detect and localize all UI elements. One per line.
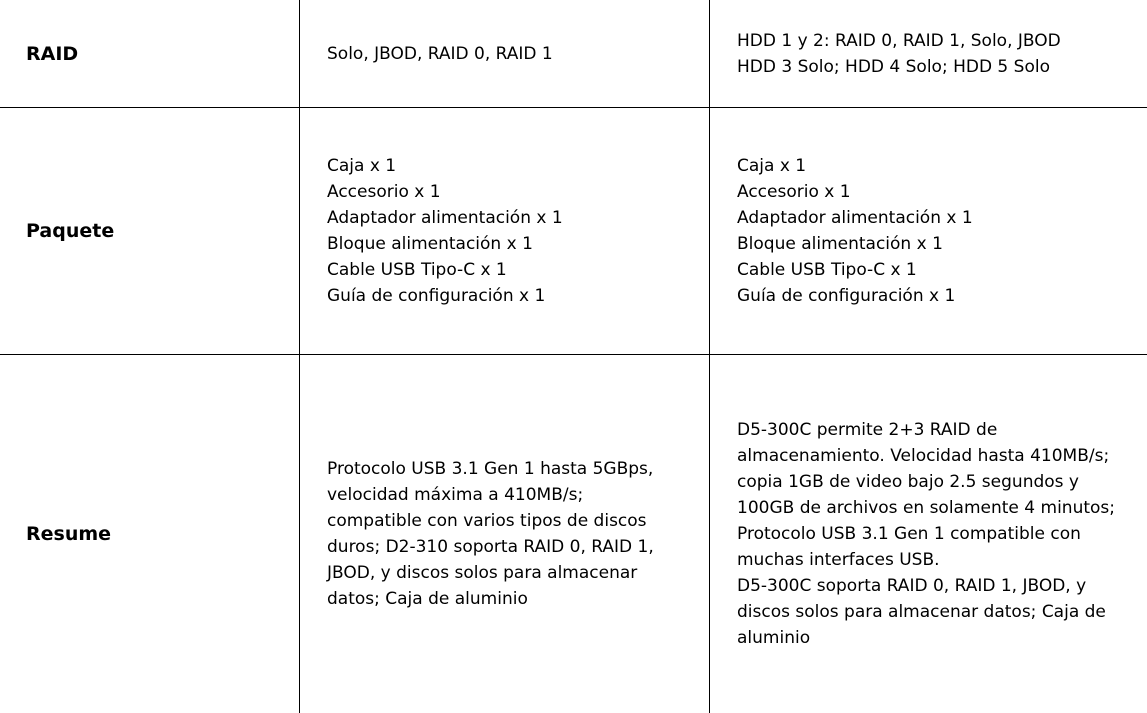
cell-raid-col3 <box>737 0 1137 107</box>
cell-text: D5-300C permite 2+3 RAID de almacenamiento. Velocidad hasta 410MB/s; copia 1GB de video bajo 2.5 segundos y 100GB de archivos en solamente 4 minutos; Protocolo USB 3.1 Gen 1 compatible con muchas interfaces USB. D5-300C soporta RAID 0, RAID 1, JBOD, y discos solos para almacenar datos; Caja de aluminio <box>737 420 1116 648</box>
row-label-paquete <box>26 108 296 354</box>
cell-text: HDD 1 y 2: RAID 0, RAID 1, Solo, JBOD HDD 3 Solo; HDD 4 Solo; HDD 5 Solo <box>737 30 1061 77</box>
row-label-text: Paquete <box>26 220 115 242</box>
cell-text: Caja x 1 Accesorio x 1 Adaptador alimentación x 1 Bloque alimentación x 1 Cable USB Tipo-C x 1 Guía de configuración x 1 <box>327 156 563 306</box>
row-label-text: RAID <box>26 42 79 65</box>
cell-text: Solo, JBOD, RAID 0, RAID 1 <box>327 43 553 64</box>
cell-paquete-col3 <box>737 108 1137 354</box>
cell-paquete-col2 <box>327 108 697 354</box>
cell-resume-col3 <box>737 355 1137 713</box>
row-label-resume <box>26 355 296 713</box>
cell-text: Protocolo USB 3.1 Gen 1 hasta 5GBps, velocidad máxima a 410MB/s; compatible con varios tipos de discos duros; D2-310 soporta RAID 0, RAID 1, JBOD, y discos solos para almacenar datos; Caja de aluminio <box>327 459 654 609</box>
cell-raid-col2 <box>327 0 697 107</box>
row-label-text: Resume <box>26 523 112 545</box>
cell-resume-col2 <box>327 355 697 713</box>
row-label-raid <box>26 0 296 107</box>
cell-text: Caja x 1 Accesorio x 1 Adaptador alimentación x 1 Bloque alimentación x 1 Cable USB Tipo-C x 1 Guía de configuración x 1 <box>737 156 973 306</box>
